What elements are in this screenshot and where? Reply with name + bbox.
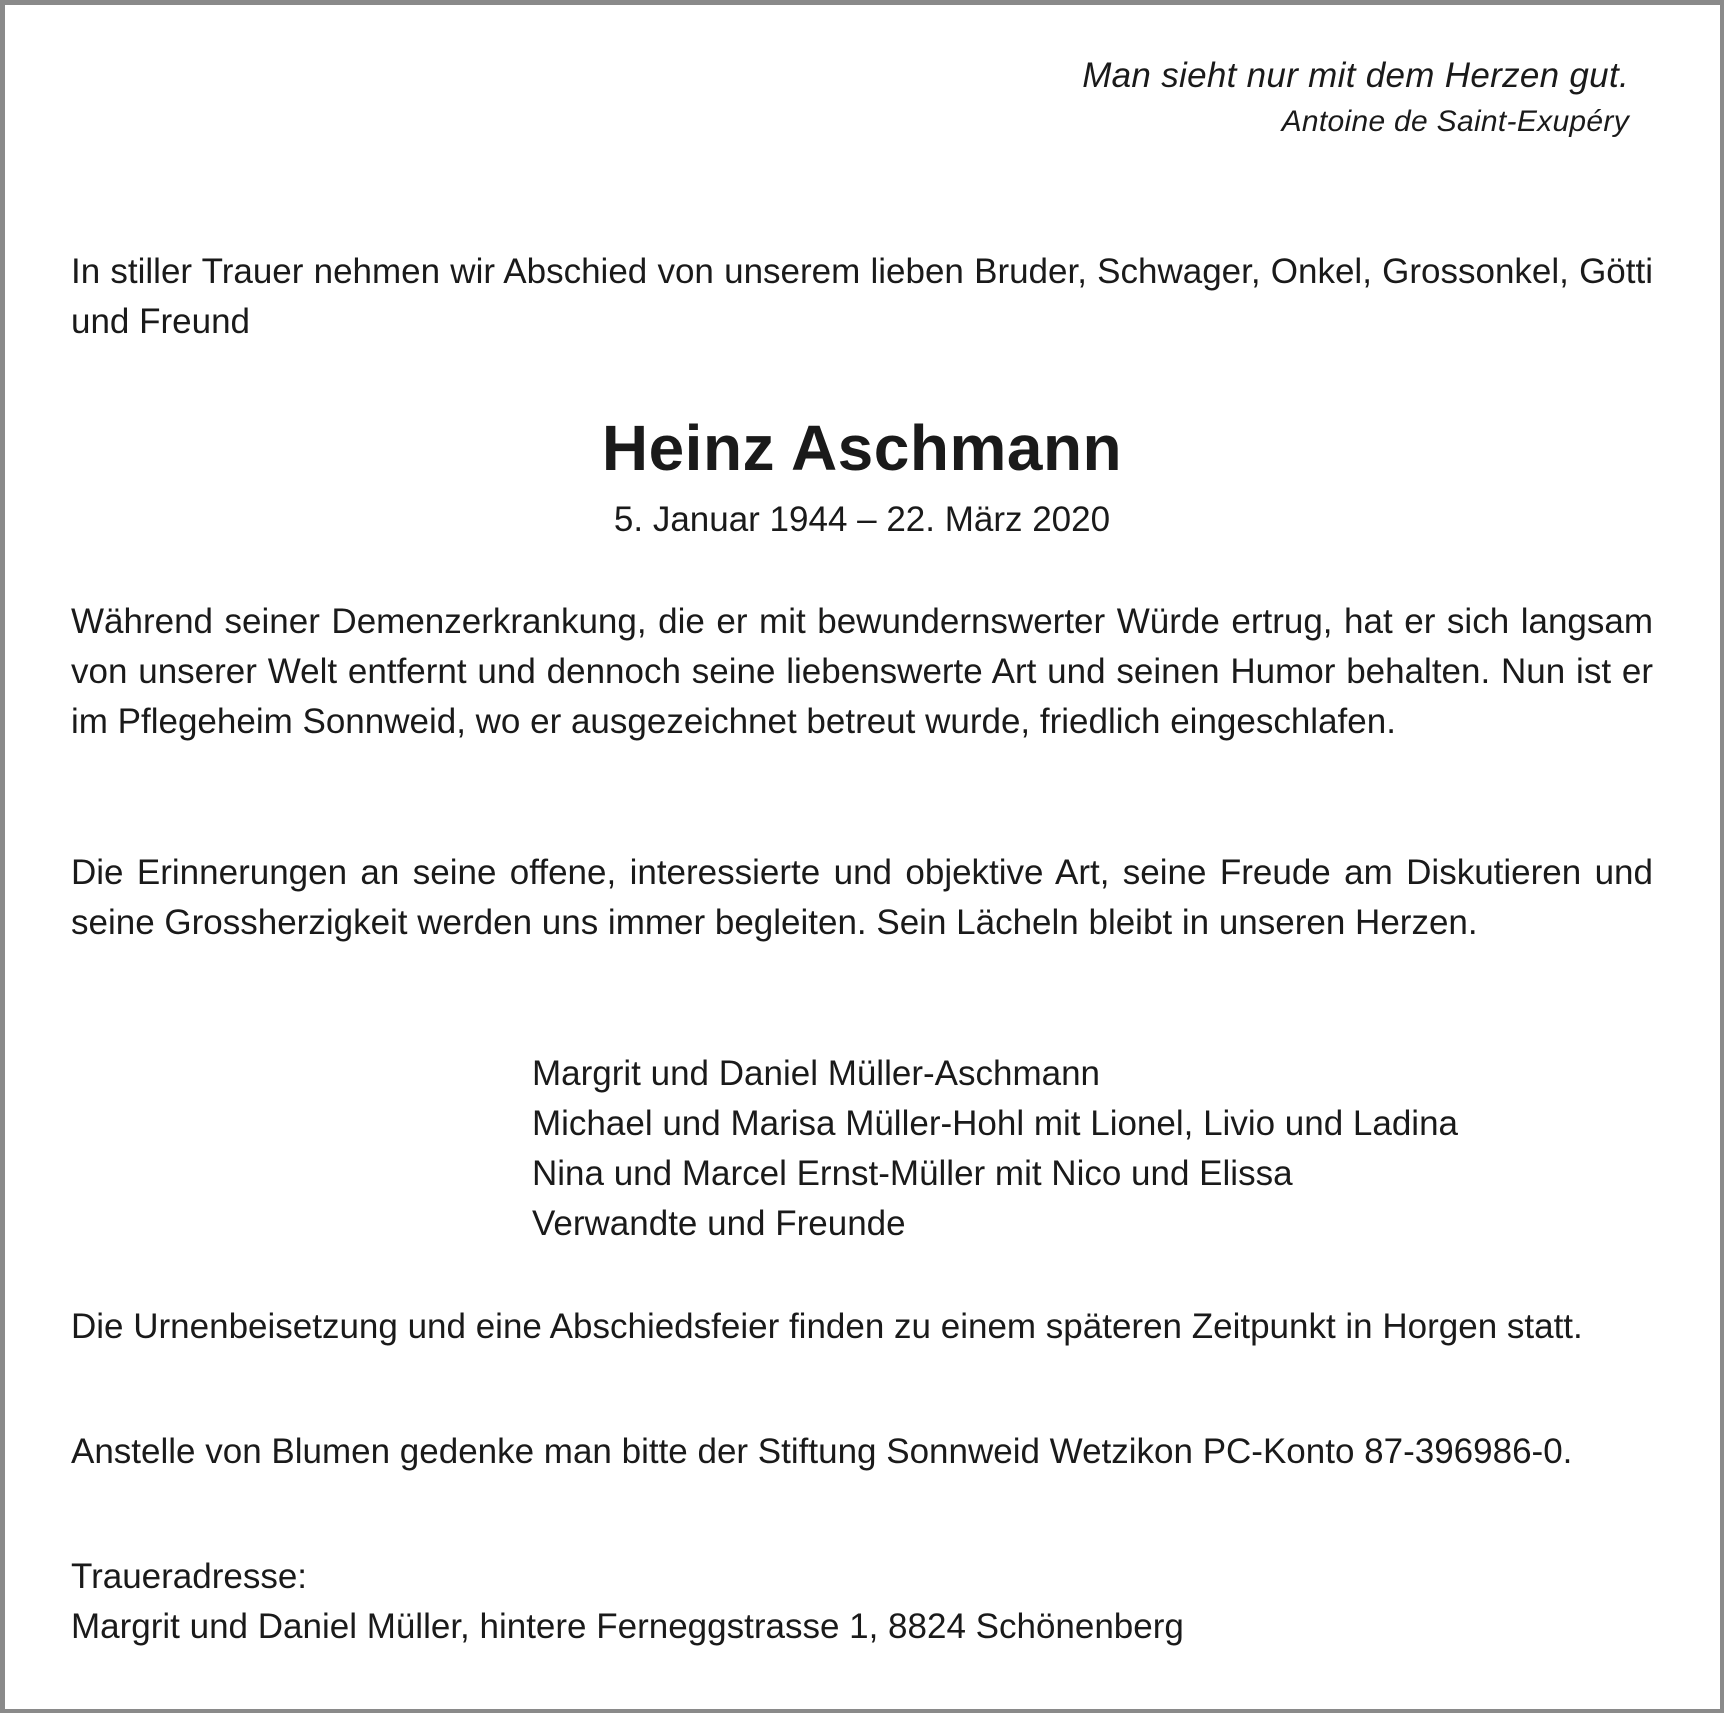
motto-quote: Man sieht nur mit dem Herzen gut.	[1082, 56, 1629, 95]
paragraph-donation: Anstelle von Blumen gedenke man bitte der Stiftung Sonnweid Wetzikon PC-Konto 87-396986-0.	[71, 1432, 1573, 1471]
paragraph-memories: Die Erinnerungen an seine offene, interessierte und objektive Art, seine Freude am Diskutieren und seine Grossherzigkeit werden uns immer begleiten. Sein Lächeln bleibt in unseren Herzen.	[71, 853, 1653, 942]
signer-line: Nina und Marcel Ernst-Müller mit Nico und Elissa	[532, 1154, 1293, 1193]
intro-text: In stiller Trauer nehmen wir Abschied von unserem lieben Bruder, Schwager, Onkel, Grossonkel, Götti und Freund	[71, 252, 1653, 341]
signer-line: Margrit und Daniel Müller-Aschmann	[532, 1054, 1100, 1093]
address-block	[71, 1552, 1653, 1652]
address-text: Margrit und Daniel Müller, hintere Ferneggstrasse 1, 8824 Schönenberg	[71, 1607, 1184, 1646]
life-dates: 5. Januar 1944 – 22. März 2020	[613, 500, 1111, 539]
deceased-name: Heinz Aschmann	[601, 412, 1123, 484]
signers-list	[532, 1049, 1458, 1249]
motto-block	[1082, 54, 1629, 142]
signer-line: Michael und Marisa Müller-Hohl mit Lionel, Livio und Ladina	[532, 1104, 1459, 1143]
paragraph-funeral: Die Urnenbeisetzung und eine Abschiedsfeier finden zu einem späteren Zeitpunkt in Horgen statt.	[71, 1307, 1583, 1346]
paragraph-illness: Während seiner Demenzerkrankung, die er mit bewundernswerter Würde ertrug, hat er sich langsam von unserer Welt entfernt und dennoch seine liebenswerte Art und seinen Humor behalten. Nun ist er im Pflegeheim Sonnweid, wo er ausgezeichnet betreut wurde, friedlich eingeschlafen.	[71, 602, 1653, 741]
signer-line: Verwandte und Freunde	[532, 1204, 906, 1243]
address-label: Traueradresse:	[71, 1557, 308, 1596]
motto-author: Antoine de Saint-Exupéry	[1281, 105, 1629, 138]
